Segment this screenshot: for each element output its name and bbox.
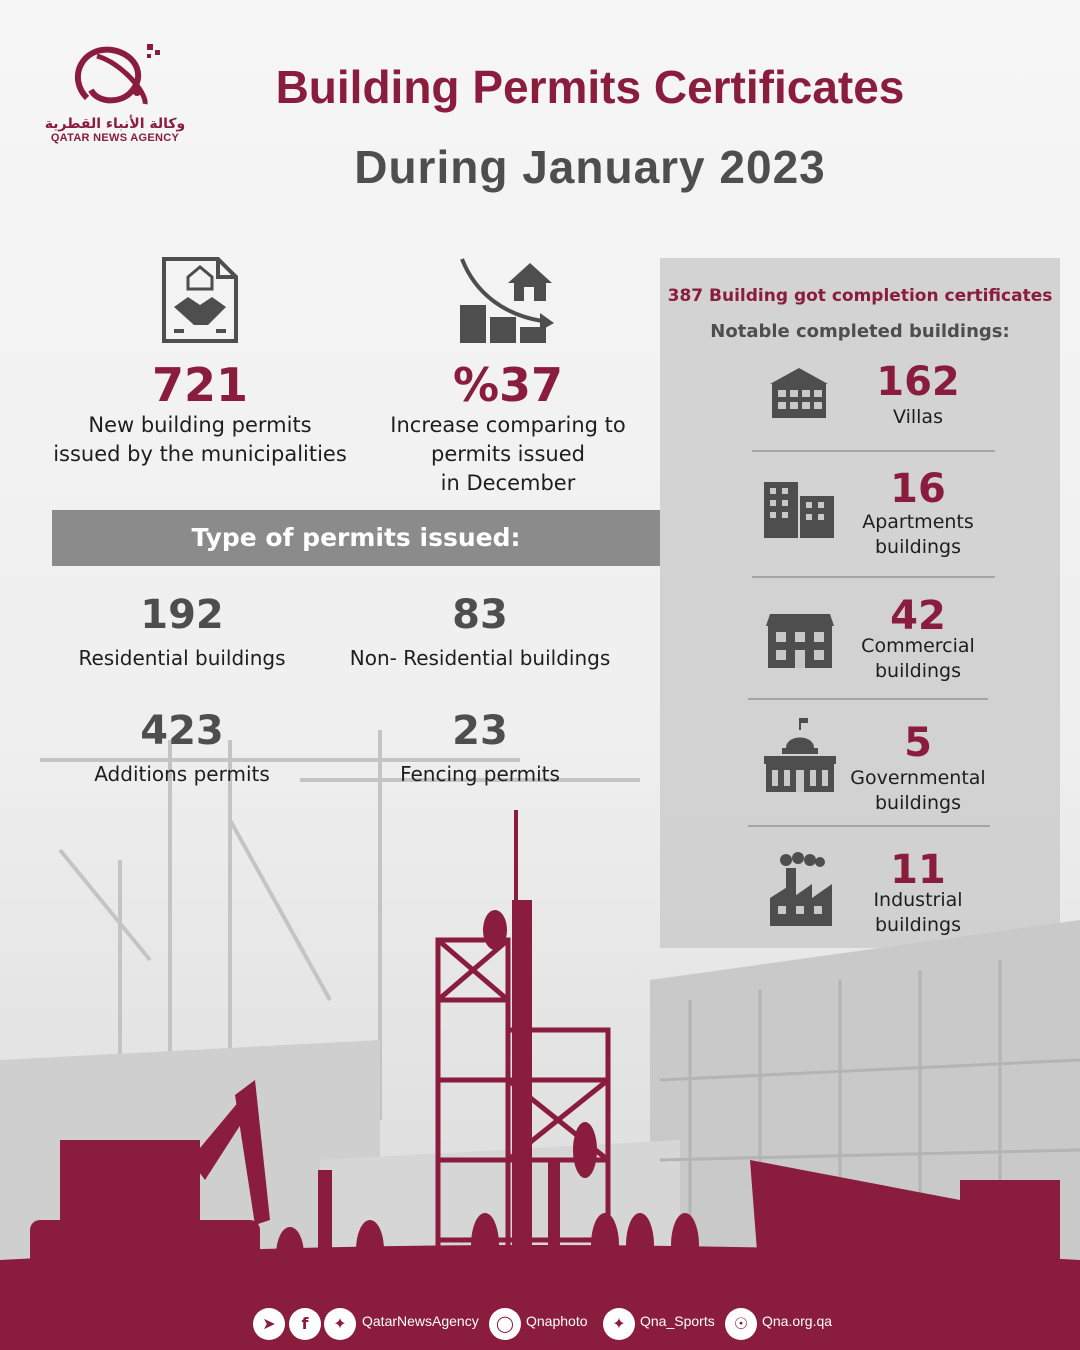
additions-value: 423 [140,708,224,754]
residential-label: Residential buildings [78,646,286,670]
completion-subheading: Notable completed buildings: [710,321,1010,342]
telegram-icon[interactable]: ➤ [253,1308,285,1340]
governmental-value: 5 [904,720,932,766]
villas-value: 162 [876,359,960,405]
commercial-value: 42 [890,593,946,639]
apartments-label-line1: Apartments [862,511,974,533]
footer-site-link[interactable]: Qna.org.qa [762,1313,833,1329]
commercial-building-icon [764,612,836,670]
footer-photo-link[interactable]: Qnaphoto [526,1313,588,1329]
apartments-value: 16 [890,466,946,512]
qna-logo-icon [67,38,163,114]
logo-arabic-text: وكالة الأنباء القطرية [44,116,186,132]
industrial-label-line1: Industrial [873,889,963,911]
governmental-label-line1: Governmental [850,767,986,789]
permit-document-icon [160,255,240,345]
divider [748,825,990,827]
factory-icon [768,852,834,928]
qna-logo [40,38,190,163]
apartments-label-line2: buildings [874,536,961,558]
increase-line3: in December [440,471,576,495]
page-subtitle: During January 2023 [354,141,826,193]
increase-value: %37 [452,358,564,412]
new-permits-line1: New building permits [88,413,312,437]
increase-description [358,411,658,498]
twitter-icon[interactable]: ✦ [324,1308,356,1340]
new-permits-value: 721 [151,358,249,412]
facebook-icon[interactable]: f [289,1308,321,1340]
divider [748,698,988,700]
divider [752,450,995,452]
footer-handle-link[interactable]: QatarNewsAgency [362,1313,479,1329]
non-residential-label: Non- Residential buildings [349,646,611,670]
industrial-value: 11 [890,847,946,893]
fencing-label: Fencing permits [400,762,560,786]
governmental-label-line2: buildings [874,792,961,814]
industrial-label-line2: buildings [874,914,961,936]
page-title: Building Permits Certificates [275,61,905,113]
residential-value: 192 [140,592,224,638]
villas-label: Villas [893,406,943,428]
fencing-value: 23 [452,708,508,754]
twitter-sports-icon[interactable]: ✦ [603,1308,635,1340]
divider [752,576,995,578]
logo-english-text: QATAR NEWS AGENCY [50,132,180,144]
government-building-icon [762,716,838,794]
commercial-label-line1: Commercial [861,635,975,657]
new-permits-line2: issued by the municipalities [53,442,347,466]
villa-icon [768,366,830,420]
house-chart-icon [456,255,560,345]
footer-sports-link[interactable]: Qna_Sports [640,1313,715,1329]
increase-line2: permits issued [431,442,585,466]
new-permits-description [30,411,370,469]
increase-line1: Increase comparing to [390,413,626,437]
instagram-icon[interactable]: ◯ [489,1308,521,1340]
globe-icon[interactable]: ☉ [725,1308,757,1340]
non-residential-value: 83 [452,592,508,638]
completion-heading: 387 Building got completion certificates [667,286,1053,306]
permit-types-heading: Type of permits issued: [52,510,660,566]
additions-label: Additions permits [94,762,270,786]
commercial-label-line2: buildings [874,660,961,682]
apartments-icon [762,480,838,540]
